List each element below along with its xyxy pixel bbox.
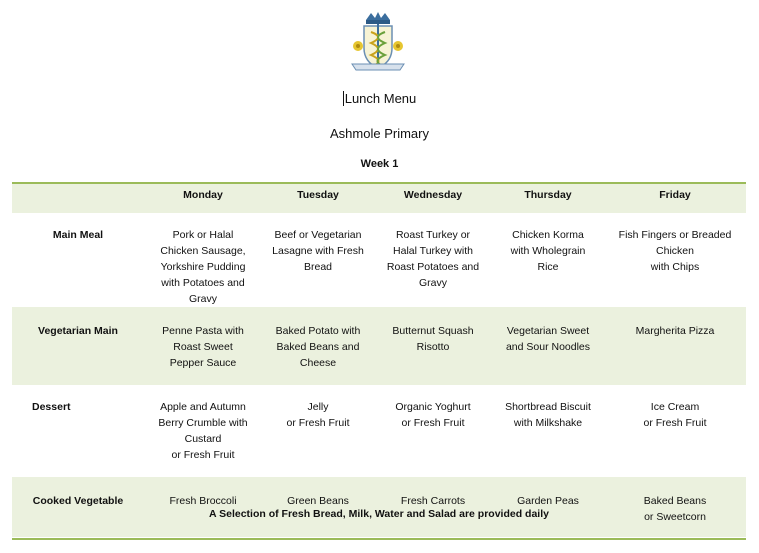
menu-table <box>12 182 746 537</box>
day-header: Friday <box>659 189 691 201</box>
corner-cell <box>12 183 144 213</box>
day-header: Wednesday <box>403 189 463 201</box>
day-header: Thursday <box>524 189 572 201</box>
menu-cell: Penne Pasta with Roast Sweet Pepper Sauce <box>162 325 244 369</box>
row-label: Main Meal <box>52 229 104 241</box>
row-label: Dessert <box>32 401 71 413</box>
menu-cell: Fresh Broccoli <box>169 495 237 507</box>
table-row <box>12 385 746 477</box>
table-row <box>12 307 746 385</box>
menu-cell: Fish Fingers or Breaded Chicken with Chips <box>618 229 732 273</box>
menu-cell: Green Beans <box>287 495 349 507</box>
menu-cell: Roast Turkey or Halal Turkey with Roast Potatoes and Gravy <box>386 229 480 289</box>
day-header: Monday <box>183 189 223 201</box>
menu-cell: Margherita Pizza <box>635 325 715 337</box>
menu-cell: Garden Peas <box>517 495 579 507</box>
menu-cell: Fresh Carrots <box>400 495 466 507</box>
row-label: Cooked Vegetable <box>32 495 124 507</box>
menu-cell: Jelly or Fresh Fruit <box>286 401 350 429</box>
footer-note: A Selection of Fresh Bread, Milk, Water and Salad are provided daily <box>12 490 746 540</box>
week-label: Week 1 <box>360 158 399 170</box>
menu-cell: Organic Yoghurt or Fresh Fruit <box>395 401 471 429</box>
school-name: Ashmole Primary <box>330 126 429 141</box>
menu-cell: Vegetarian Sweet and Sour Noodles <box>505 325 591 353</box>
menu-cell: Shortbread Biscuit with Milkshake <box>505 401 591 429</box>
menu-cell: Butternut Squash Risotto <box>392 325 474 353</box>
table-row <box>12 227 746 307</box>
menu-cell: Ice Cream or Fresh Fruit <box>643 401 707 429</box>
row-label: Vegetarian Main <box>38 325 118 337</box>
menu-cell: Baked Potato with Baked Beans and Cheese <box>275 325 361 369</box>
menu-cell: Chicken Korma with Wholegrain Rice <box>510 229 586 273</box>
page-title: Lunch Menu <box>344 91 417 106</box>
menu-cell: Apple and Autumn Berry Crumble with Custard or Fresh Fruit <box>158 401 248 461</box>
day-header: Tuesday <box>297 189 339 201</box>
menu-cell: Beef or Vegetarian Lasagne with Fresh Bread <box>272 229 364 273</box>
text-cursor <box>343 91 344 106</box>
menu-cell: Baked Beans or Sweetcorn <box>643 495 707 523</box>
day-header-row <box>12 183 746 213</box>
menu-cell: Pork or Halal Chicken Sausage, Yorkshire Pudding with Potatoes and Gravy <box>160 229 246 305</box>
school-crest-icon <box>349 10 407 76</box>
